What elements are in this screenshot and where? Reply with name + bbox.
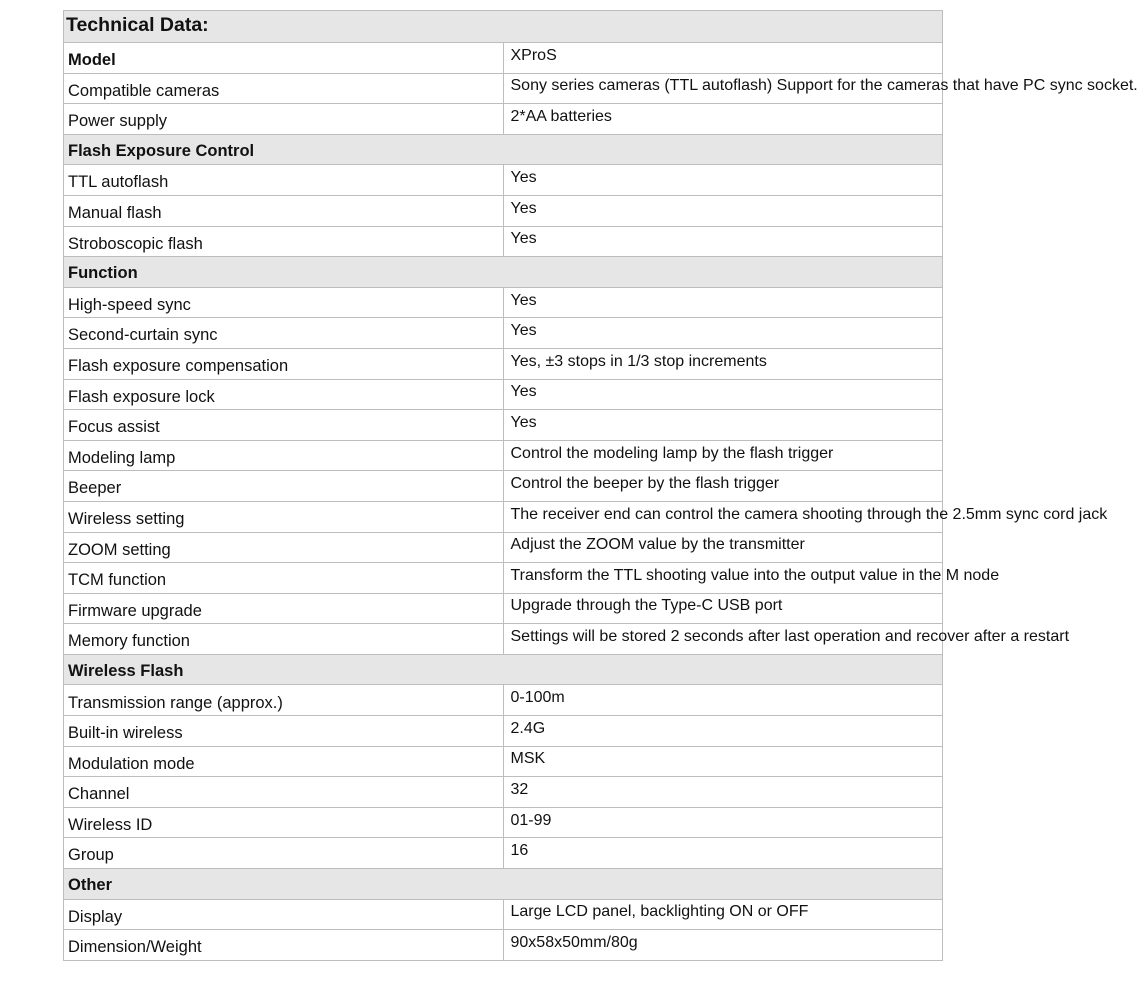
spec-value: Control the beeper by the flash trigger [503,471,943,502]
spec-value: Yes [503,318,943,349]
table-row [64,501,943,532]
technical-data-body [64,11,1138,961]
table-row [64,471,943,502]
spec-label: High-speed sync [64,287,504,318]
spec-label: Power supply [64,104,504,135]
spec-label: Model [64,43,504,74]
table-row [64,195,943,226]
table-row [64,73,943,104]
spec-label: Dimension/Weight [64,930,504,961]
spec-value: 90x58x50mm/80g [503,930,943,961]
spec-value: 2.4G [503,716,943,747]
table-row [64,563,943,594]
section-header-row [64,134,943,165]
table-row [64,410,943,441]
spec-label: Manual flash [64,195,504,226]
spec-value: 32 [503,777,943,808]
section-heading: Flash Exposure Control [64,134,943,165]
spec-value: MSK [503,746,943,777]
spec-label: Built-in wireless [64,716,504,747]
spec-value: Yes [503,195,943,226]
spec-label: Memory function [64,624,504,655]
spec-value: Yes [503,287,943,318]
section-header-row [64,257,943,288]
table-row [64,777,943,808]
section-heading: Function [64,257,943,288]
spec-value: Yes [503,165,943,196]
section-header-row [64,654,943,685]
spec-label: Stroboscopic flash [64,226,504,257]
spec-label: Modulation mode [64,746,504,777]
spec-value: Adjust the ZOOM value by the transmitter [503,532,943,563]
technical-data-table [63,10,1138,961]
spec-label: Focus assist [64,410,504,441]
spec-value: 16 [503,838,943,869]
table-row [64,348,943,379]
spec-label: Flash exposure compensation [64,348,504,379]
section-header-row [64,869,943,900]
spec-value: Yes [503,226,943,257]
spec-value: The receiver end can control the camera shooting through the 2.5mm sync cord jack [503,501,943,532]
spec-value: Large LCD panel, backlighting ON or OFF [503,899,943,930]
table-row [64,379,943,410]
spec-label: Compatible cameras [64,73,504,104]
section-heading: Other [64,869,943,900]
section-heading: Wireless Flash [64,654,943,685]
spec-label: Beeper [64,471,504,502]
table-title: Technical Data: [64,11,943,43]
table-row [64,624,943,655]
spec-label: Channel [64,777,504,808]
spec-value: Yes [503,379,943,410]
spec-value: 0-100m [503,685,943,716]
spec-label: TTL autoflash [64,165,504,196]
table-row [64,716,943,747]
spec-value: Upgrade through the Type-C USB port [503,593,943,624]
table-row [64,318,943,349]
table-row [64,104,943,135]
spec-value: 2*AA batteries [503,104,943,135]
spec-label: Wireless setting [64,501,504,532]
spec-label: Display [64,899,504,930]
table-row [64,685,943,716]
table-row [64,746,943,777]
table-row [64,593,943,624]
table-row [64,899,943,930]
table-row [64,226,943,257]
spec-label: TCM function [64,563,504,594]
spec-value: XProS [503,43,943,74]
spec-value: Control the modeling lamp by the flash trigger [503,440,943,471]
spec-label: Group [64,838,504,869]
spec-value: Sony series cameras (TTL autoflash) Support for the cameras that have PC sync socket. [503,73,943,104]
spec-value: Transform the TTL shooting value into the output value in the M node [503,563,943,594]
table-row [64,440,943,471]
spec-value: 01-99 [503,807,943,838]
table-row [64,43,943,74]
spec-value: Yes [503,410,943,441]
table-row [64,838,943,869]
table-row [64,532,943,563]
spec-label: ZOOM setting [64,532,504,563]
spec-label: Firmware upgrade [64,593,504,624]
table-row [64,930,943,961]
spec-label: Wireless ID [64,807,504,838]
title-row [64,11,943,43]
spec-label: Second-curtain sync [64,318,504,349]
spec-value: Yes, ±3 stops in 1/3 stop increments [503,348,943,379]
table-row [64,807,943,838]
table-row [64,287,943,318]
spec-label: Modeling lamp [64,440,504,471]
spec-value: Settings will be stored 2 seconds after last operation and recover after a restart [503,624,943,655]
table-row [64,165,943,196]
spec-label: Flash exposure lock [64,379,504,410]
spec-label: Transmission range (approx.) [64,685,504,716]
